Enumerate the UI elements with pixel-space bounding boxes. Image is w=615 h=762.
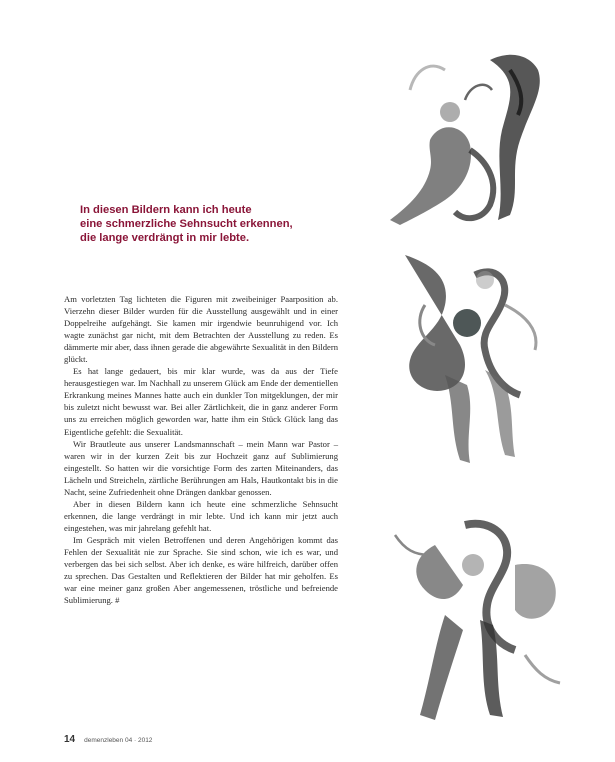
article-body: [64, 293, 338, 606]
ink-figure-lower-icon: [375, 505, 575, 735]
body-paragraph: Am vorletzten Tag lichteten die Figuren mit zweibeiniger Paarposition ab. Vierzehn dieser Bilder wurden für die Ausstellung ausgewählt und in einer Doppelreihe aufgehängt. Sie kamen mir irgendwie beunruhigend vor. Ich wagte zunächst gar nicht, mit dem Betrachten der Ausstellung zu reden. Es dämmerte mir aber, dass ihnen gerade die abgewährte Sexualität in den Bildern glückt.: [64, 294, 338, 365]
pull-quote-line: eine schmerzliche Sehnsucht erkennen,: [80, 217, 293, 230]
page-number: 14: [64, 734, 76, 745]
ink-figure-upper-icon: [370, 30, 570, 230]
pull-quote-line: die lange verdrängt in mir lebte.: [80, 231, 250, 244]
body-paragraph: Im Gespräch mit vielen Betroffenen und deren Angehörigen kommt das Fehlen der Sexualität nie zur Sprache. Sie sind schon, wie ich es war, und verbergen das bei sich selbst. Aber ich denke, es wäre hilfreich, darüber offen zu sprechen. Das Gestalten und Reflektieren der Bilder hat mir geholfen. Es war eine meiner ganz großen Aber angemessenen, tröstliche und befreiende Sublimierung. #: [64, 534, 338, 606]
ink-figure-middle-icon: [385, 245, 565, 475]
magazine-name: demenzleben 04 · 2012: [84, 737, 153, 744]
body-paragraph: Wir Brautleute aus unserer Landsmannschaft – mein Mann war Pastor – waren wir in der kurzen Zeit bis zur Hochzeit ganz auf Sublimierung eingestellt. So hatten wir die vorsichtige Form des zarten Miteinanders, das Lächeln und Streicheln, zärtliche Berührungen am Hals, Hautkontakt bis in die Nacht, seine Zufriedenheit ohne Drängen dankbar genossen.: [64, 438, 338, 497]
pull-quote: [80, 204, 330, 245]
body-paragraph: Es hat lange gedauert, bis mir klar wurde, was da aus der Tiefe herausgestiegen war. Im Nachhall zu unserem Glück am Ende der dementiellen Erkrankung meines Mannes hatte auch ein dunkler Ton mitgeklungen, der mir bis zuletzt nicht bewusst war. Bei aller Zärtlichkeit, die in ganz anderer Form uns zu erreichen möglich geworden war, hatte ihm ein Stück Glück lang das Eigentliche gefehlt: die Sexualität.: [64, 366, 338, 437]
page-footer: [64, 734, 152, 748]
body-paragraph: Aber in diesen Bildern kann ich heute eine schmerzliche Sehnsucht erkennen, die lange verdrängt in mir lebte. Und ich kann mir jetzt auch eingestehen, was mir jahrelang gefehlt hat.: [64, 498, 338, 533]
pull-quote-line: In diesen Bildern kann ich heute: [80, 204, 252, 216]
